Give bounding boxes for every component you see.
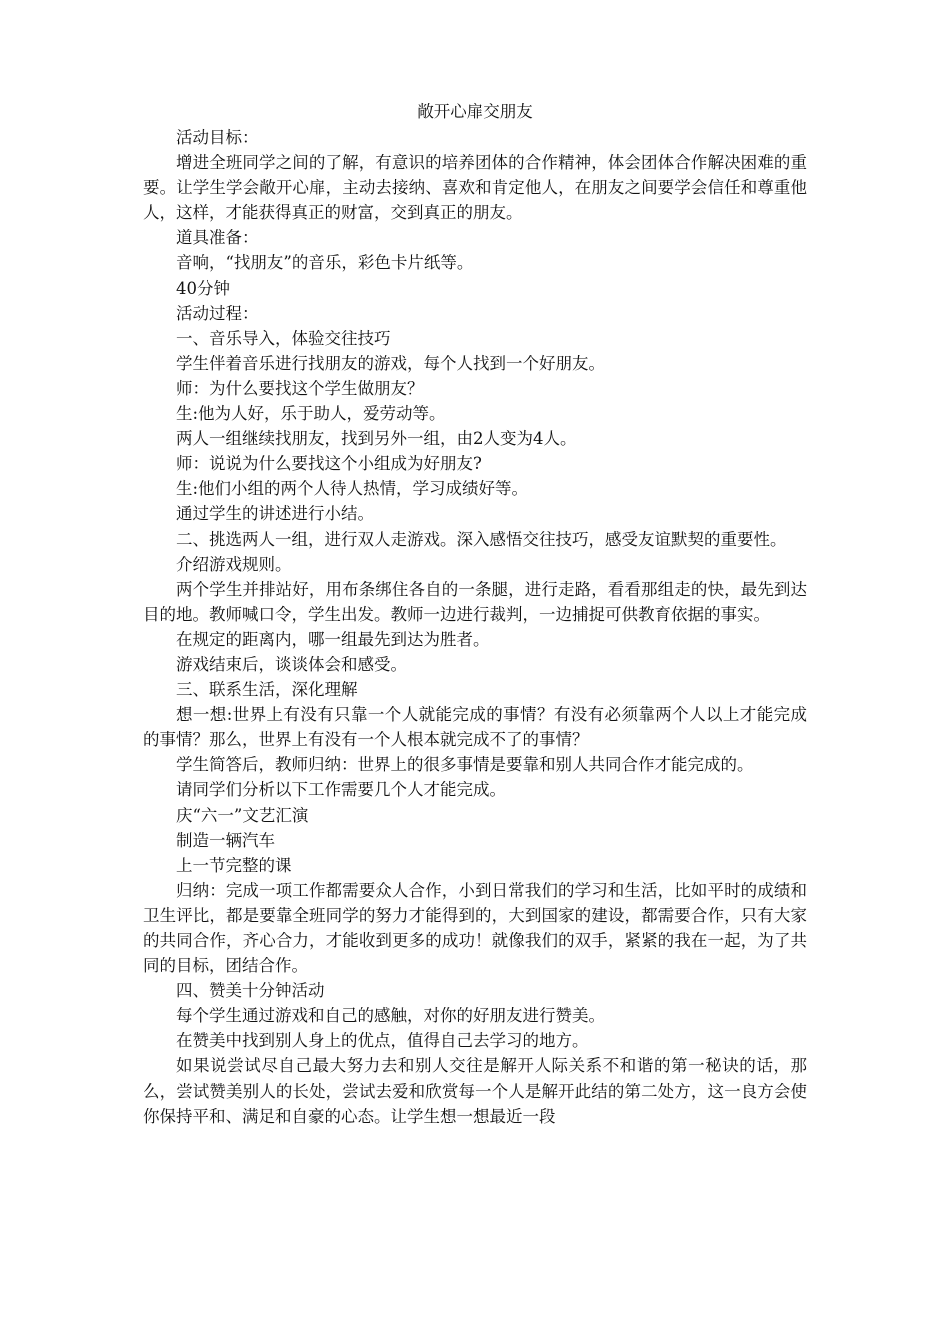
- paragraph: 在赞美中找到别人身上的优点，值得自己去学习的地方。: [176, 1031, 589, 1051]
- paragraph: 在规定的距离内，哪一组最先到达为胜者。: [176, 629, 490, 649]
- heading-step-1: 一、音乐导入，体验交往技巧: [176, 328, 391, 348]
- paragraph: 学生简答后，教师归纳：世界上的很多事情是要靠和别人共同合作才能完成的。: [176, 755, 754, 775]
- heading-step-2: 二、挑选两人一组，进行双人走游戏。深入感悟交往技巧，感受友谊默契的重要性。: [176, 529, 787, 549]
- paragraph: 师：说说为什么要找这个小组成为好朋友?: [176, 454, 482, 474]
- paragraph: 两人一组继续找朋友，找到另外一组，由2人变为4人。: [176, 429, 577, 449]
- document-body: [143, 99, 807, 1129]
- paragraph: 师：为什么要找这个学生做朋友？: [176, 378, 424, 398]
- document-title: 敞开心扉交朋友: [417, 102, 533, 121]
- paragraph: 生:他为人好，乐于助人，爱劳动等。: [176, 404, 446, 424]
- paragraph: 两个学生并排站好，用布条绑住各自的一条腿，进行走路，看看那组走的快，最先到达目的地。教师喊口令，学生出发。教师一边进行裁判，一边捕捉可供教育依据的事实。: [143, 579, 807, 624]
- paragraph-objectives: 增进全班同学之间的了解，有意识的培养团体的合作精神，体会团体合作解决困难的重要。让学生学会敞开心扉，主动去接纳、喜欢和肯定他人，在朋友之间要学会信任和尊重他人，这样，才能获得真正的财富，交到真正的朋友。: [143, 153, 807, 223]
- paragraph: 请同学们分析以下工作需要几个人才能完成。: [176, 780, 506, 800]
- list-item: 庆“六一”文艺汇演: [176, 805, 309, 825]
- paragraph: 每个学生通过游戏和自己的感触，对你的好朋友进行赞美。: [176, 1006, 605, 1026]
- paragraph: 想一想:世界上有没有只靠一个人就能完成的事情？有没有必须靠两个人以上才能完成的事情？那么，世界上有没有一个人根本就完成不了的事情？: [143, 705, 807, 750]
- paragraph: 介绍游戏规则。: [176, 554, 292, 574]
- paragraph: 游戏结束后，谈谈体会和感受。: [176, 654, 407, 674]
- paragraph: 生:他们小组的两个人待人热情，学习成绩好等。: [176, 479, 529, 499]
- section-label-process: 活动过程：: [176, 303, 259, 323]
- paragraph: 归纳：完成一项工作都需要众人合作，小到日常我们的学习和生活，比如平时的成绩和卫生评比，都是要靠全班同学的努力才能得到的，大到国家的建设，都需要合作，只有大家的共同合作，齐心合力，才能收到更多的成功！就像我们的双手，紧紧的我在一起，为了共同的目标，团结合作。: [143, 880, 807, 976]
- list-item: 上一节完整的课: [176, 855, 292, 875]
- paragraph-props: 音响，“找朋友”的音乐，彩色卡片纸等。: [176, 253, 474, 273]
- section-label-objectives: 活动目标：: [176, 128, 259, 147]
- heading-step-4: 四、赞美十分钟活动: [176, 981, 325, 1001]
- section-label-props: 道具准备：: [176, 228, 259, 248]
- heading-step-3: 三、联系生活，深化理解: [176, 680, 358, 700]
- paragraph: 通过学生的讲述进行小结。: [176, 504, 374, 524]
- paragraph: 学生伴着音乐进行找朋友的游戏，每个人找到一个好朋友。: [176, 353, 605, 373]
- list-item: 制造一辆汽车: [176, 830, 275, 850]
- paragraph: 如果说尝试尽自己最大努力去和别人交往是解开人际关系不和谐的第一秘诀的话，那么，尝试赞美别人的长处，尝试去爱和欣赏每一个人是解开此结的第二处方，这一良方会使你保持平和、满足和自豪的心态。让学生想一想最近一段: [143, 1056, 807, 1126]
- paragraph-duration: 40分钟: [176, 278, 230, 298]
